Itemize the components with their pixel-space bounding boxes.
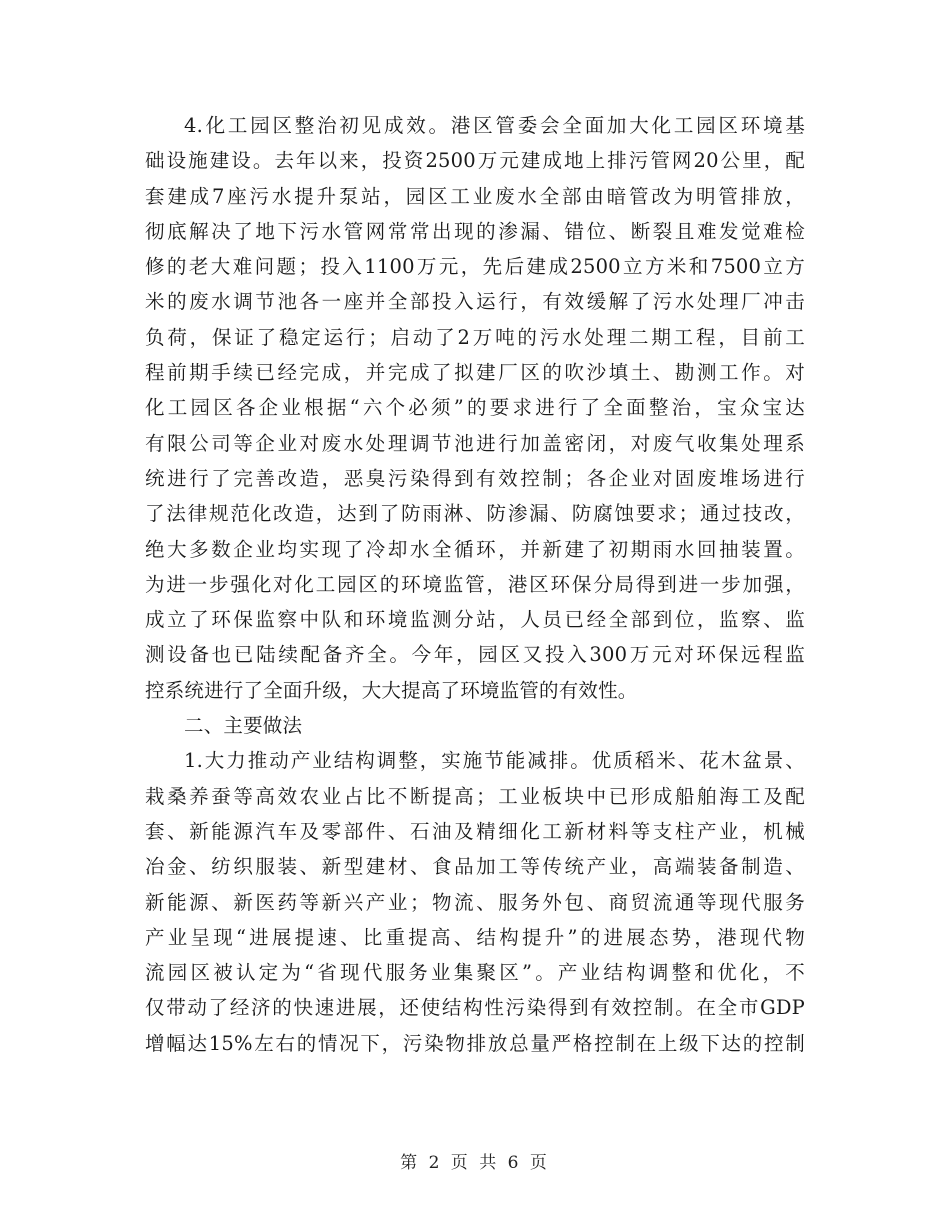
text-line: 成立了环保监察中队和环境监测分站，人员已经全部到位，监察、监: [145, 608, 805, 632]
text-line: 础设施建设。去年以来，投资2500万元建成地上排污管网20公里，配: [145, 149, 805, 173]
text-line: 米的废水调节池各一座并全部投入运行，有效缓解了污水处理厂冲击: [145, 290, 805, 314]
text-line: 产业呈现“进展提速、比重提高、结构提升”的进展态势，港现代物: [145, 925, 805, 949]
text-line: 冶金、纺织服装、新型建材、食品加工等传统产业，高端装备制造、: [145, 855, 805, 879]
text-line: 测设备也已陆续配备齐全。今年，园区又投入300万元对环保远程监: [145, 643, 805, 667]
text-line: 控系统进行了全面升级，大大提高了环境监管的有效性。: [145, 678, 638, 702]
text-line: 化工园区各企业根据“六个必须”的要求进行了全面整治，宝众宝达: [145, 396, 805, 420]
text-line: 修的老大难问题；投入1100万元，先后建成2500立方米和7500立方: [145, 255, 805, 279]
text-line: 有限公司等企业对废水处理调节池进行加盖密闭，对废气收集处理系: [145, 431, 805, 455]
text-line: 栽桑养蚕等高效农业占比不断提高；工业板块中已形成船舶海工及配: [145, 784, 805, 808]
text-line: 增幅达15%左右的情况下，污染物排放总量严格控制在上级下达的控制: [145, 1031, 805, 1055]
text-line: 绝大多数企业均实现了冷却水全循环，并新建了初期雨水回抽装置。: [145, 537, 805, 561]
text-line: 1.大力推动产业结构调整，实施节能减排。优质稻米、花木盆景、: [184, 749, 805, 773]
text-line: 仅带动了经济的快速进展，还使结构性污染得到有效控制。在全市GDP: [145, 996, 805, 1020]
text-line: 套建成7座污水提升泵站，园区工业废水全部由暗管改为明管排放，: [145, 184, 805, 208]
text-line: 流园区被认定为“省现代服务业集聚区”。产业结构调整和优化，不: [145, 961, 805, 985]
text-line: 统进行了完善改造，恶臭污染得到有效控制；各企业对固废堆场进行: [145, 466, 805, 490]
section-heading: 二、主要做法: [184, 714, 303, 738]
text-line: 了法律规范化改造，达到了防雨淋、防渗漏、防腐蚀要求；通过技改，: [145, 502, 805, 526]
document-body: [145, 108, 805, 1061]
text-line: 程前期手续已经完成，并完成了拟建厂区的吹沙填土、勘测工作。对: [145, 361, 805, 385]
text-line: 4.化工园区整治初见成效。港区管委会全面加大化工园区环境基: [184, 114, 805, 137]
text-line: 负荷，保证了稳定运行；启动了2万吨的污水处理二期工程，目前工: [145, 325, 805, 349]
text-line: 为进一步强化对化工园区的环境监管，港区环保分局得到进一步加强，: [145, 572, 805, 596]
text-line: 套、新能源汽车及零部件、石油及精细化工新材料等支柱产业，机械: [145, 819, 805, 843]
text-line: 新能源、新医药等新兴产业；物流、服务外包、商贸流通等现代服务: [145, 890, 805, 914]
page-number-footer: 第 2 页 共 6 页: [400, 1153, 550, 1173]
text-line: 彻底解决了地下污水管网常常出现的渗漏、错位、断裂且难发觉难检: [145, 219, 805, 243]
